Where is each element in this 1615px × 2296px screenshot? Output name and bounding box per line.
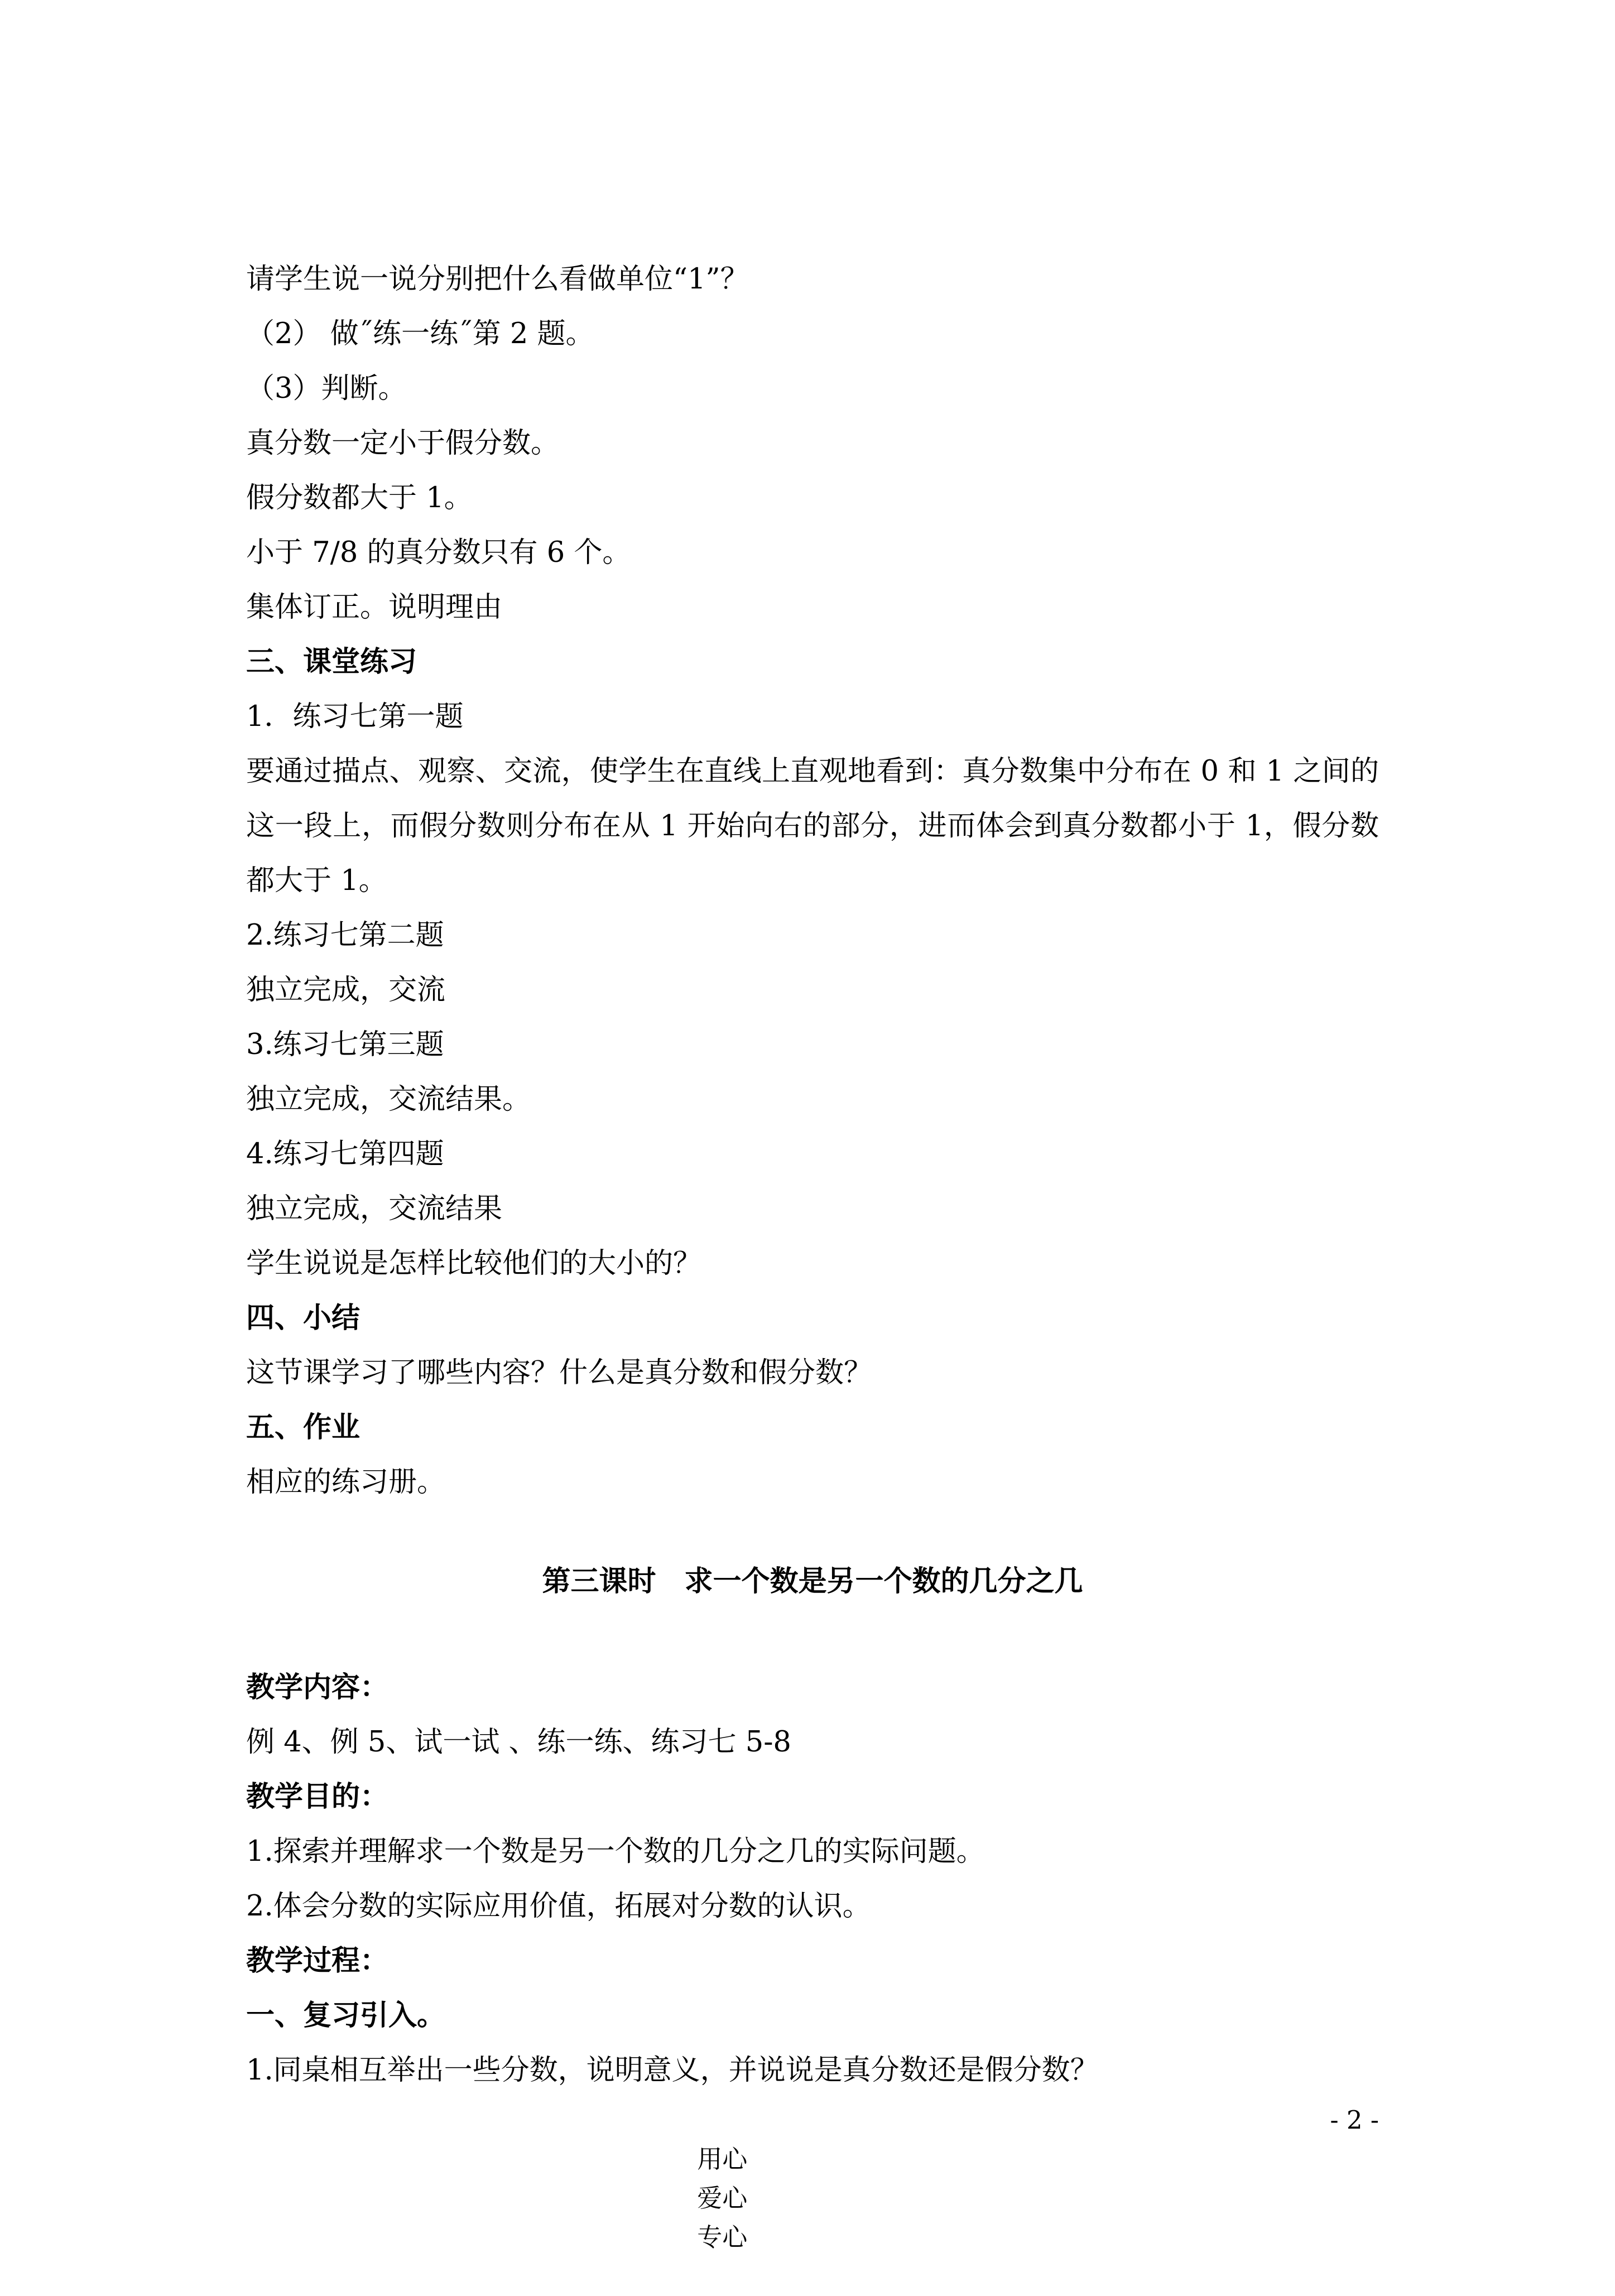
text-line: 请学生说一说分别把什么看做单位“1”？	[246, 263, 749, 296]
heading-summary: 四、小结	[246, 1302, 361, 1335]
heading-process: 教学过程：	[246, 1944, 389, 1977]
text-line: 独立完成，交流结果。	[246, 1083, 531, 1116]
text-line: 学生说说是怎样比较他们的大小的？	[246, 1247, 702, 1280]
review-item: 1.同桌相互举出一些分数，说明意义，并说说是真分数还是假分数？	[246, 2054, 1099, 2087]
practice-item-paragraph: 要通过描点、观察、交流，使学生在直线上直观地看到：真分数集中分布在 0 和 1 之间的这一段上，而假分数则分布在从 1 开始向右的部分，进而体会到真分数都小于 1，假分数都大于 1。	[246, 755, 1379, 897]
page-footer	[0, 2101, 1615, 2252]
text-line: 4.练习七第四题	[246, 1138, 444, 1171]
heading-homework: 五、作业	[246, 1411, 361, 1444]
footer-motto-word: 专心	[697, 2222, 748, 2252]
heading-content: 教学内容：	[246, 1671, 389, 1704]
section-title: 第三课时 求一个数是另一个数的几分之几	[542, 1565, 1083, 1598]
summary-text: 这节课学习了哪些内容？什么是真分数和假分数？	[246, 1356, 873, 1389]
footer-motto-word: 用心	[697, 2144, 748, 2174]
content-text: 例 4、例 5、试一试 、练一练、练习七 5-8	[246, 1726, 791, 1759]
practice-item-title: 1．练习七第一题	[246, 700, 464, 733]
text-line: （3）判断。	[246, 372, 407, 405]
goal-item: 2.体会分数的实际应用价值，拓展对分数的认识。	[246, 1890, 871, 1923]
footer-motto-word: 爱心	[697, 2183, 748, 2213]
text-line: 独立完成，交流结果	[246, 1192, 503, 1225]
text-line: 小于 7/8 的真分数只有 6 个。	[246, 536, 631, 569]
document-body	[246, 252, 1379, 2098]
text-line: 集体订正。说明理由	[246, 591, 503, 624]
text-line: 3.练习七第三题	[246, 1028, 444, 1061]
footer-motto	[665, 2101, 803, 2296]
homework-text: 相应的练习册。	[246, 1466, 446, 1499]
goal-item: 1.探索并理解求一个数是另一个数的几分之几的实际问题。	[246, 1835, 985, 1868]
text-line: 独立完成，交流	[246, 974, 446, 1007]
heading-practice: 三、课堂练习	[246, 646, 417, 678]
text-line: 假分数都大于 1。	[246, 482, 473, 514]
heading-review: 一、复习引入。	[246, 1999, 446, 2032]
page-number: - 2 -	[1330, 2105, 1379, 2135]
heading-goals: 教学目的：	[246, 1780, 389, 1813]
text-line: （2） 做˝练一练˝第 2 题。	[246, 317, 594, 350]
text-line: 真分数一定小于假分数。	[246, 427, 560, 460]
text-line: 2.练习七第二题	[246, 919, 444, 952]
